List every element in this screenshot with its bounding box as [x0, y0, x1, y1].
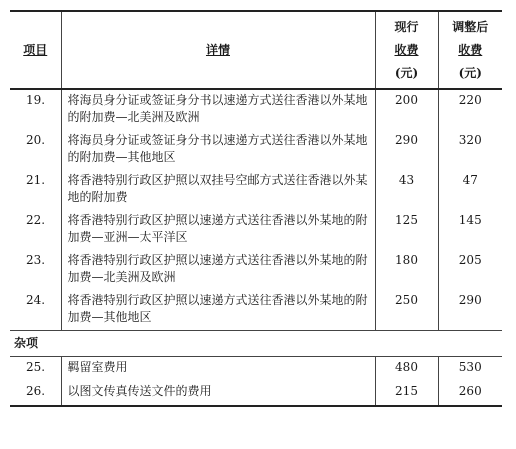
header-detail [61, 11, 375, 89]
row-number: 26. [10, 381, 61, 406]
row-current-fee: 43 [375, 170, 438, 210]
row-detail: 以图文传真传送文件的费用 [61, 381, 375, 406]
table-row [10, 170, 502, 210]
table-row [10, 210, 502, 250]
row-current-fee: 215 [375, 381, 438, 406]
header-current-line3: (元) [394, 65, 419, 80]
header-adjusted-fee [438, 11, 502, 89]
row-number: 25. [26, 360, 46, 374]
row-number: 20. [26, 133, 46, 147]
row-adjusted-fee: 205 [438, 250, 502, 290]
header-item [10, 11, 61, 89]
section-row-misc [10, 331, 502, 357]
table-row [10, 290, 502, 331]
row-adjusted-fee: 145 [438, 210, 502, 250]
row-adjusted-fee: 320 [438, 130, 502, 170]
row-number: 24. [26, 293, 46, 307]
header-current-fee [375, 11, 438, 89]
row-current-fee: 290 [375, 130, 438, 170]
row-detail: 将海员身分证或签证身分书以速递方式送往香港以外某地的附加费—北美洲及欧洲 [61, 89, 375, 130]
row-number: 22. [26, 213, 46, 227]
header-current-line1: 现行 [394, 19, 419, 34]
header-item-label: 项目 [23, 42, 48, 57]
row-current-fee: 480 [375, 357, 438, 382]
table-row [10, 130, 502, 170]
header-row [10, 11, 502, 89]
header-current-line2: 收费 [394, 42, 419, 57]
row-adjusted-fee: 47 [438, 170, 502, 210]
header-adjusted-line1: 调整后 [452, 19, 489, 34]
row-detail: 将海员身分证或签证身分书以速递方式送往香港以外某地的附加费—其他地区 [61, 130, 375, 170]
header-adjusted-line3: (元) [458, 65, 482, 80]
table-row [10, 89, 502, 130]
row-detail: 将香港特别行政区护照以速递方式送往香港以外某地的附加费—北美洲及欧洲 [61, 250, 375, 290]
row-detail: 将香港特别行政区护照以速递方式送往香港以外某地的附加费—其他地区 [61, 290, 375, 331]
row-adjusted-fee: 220 [438, 89, 502, 130]
row-current-fee: 200 [375, 89, 438, 130]
row-detail: 羁留室费用 [61, 357, 375, 382]
row-detail: 将香港特别行政区护照以双挂号空邮方式送往香港以外某地的附加费 [61, 170, 375, 210]
fee-table [10, 10, 502, 407]
table-row [10, 357, 502, 382]
table-row [10, 381, 502, 406]
row-current-fee: 180 [375, 250, 438, 290]
row-adjusted-fee: 530 [438, 357, 502, 382]
row-adjusted-fee: 290 [438, 290, 502, 331]
header-adjusted-line2: 收费 [458, 42, 483, 57]
row-detail: 将香港特别行政区护照以速递方式送往香港以外某地的附加费—亚洲—太平洋区 [61, 210, 375, 250]
section-heading: 杂项 [10, 331, 502, 357]
row-adjusted-fee: 260 [438, 381, 502, 406]
row-number: 23. [26, 253, 46, 267]
row-number: 19. [26, 93, 46, 107]
row-number: 21. [26, 173, 46, 187]
table-row [10, 250, 502, 290]
row-current-fee: 250 [375, 290, 438, 331]
row-current-fee: 125 [375, 210, 438, 250]
fee-table-document [10, 10, 502, 407]
header-detail-label: 详情 [205, 42, 230, 57]
